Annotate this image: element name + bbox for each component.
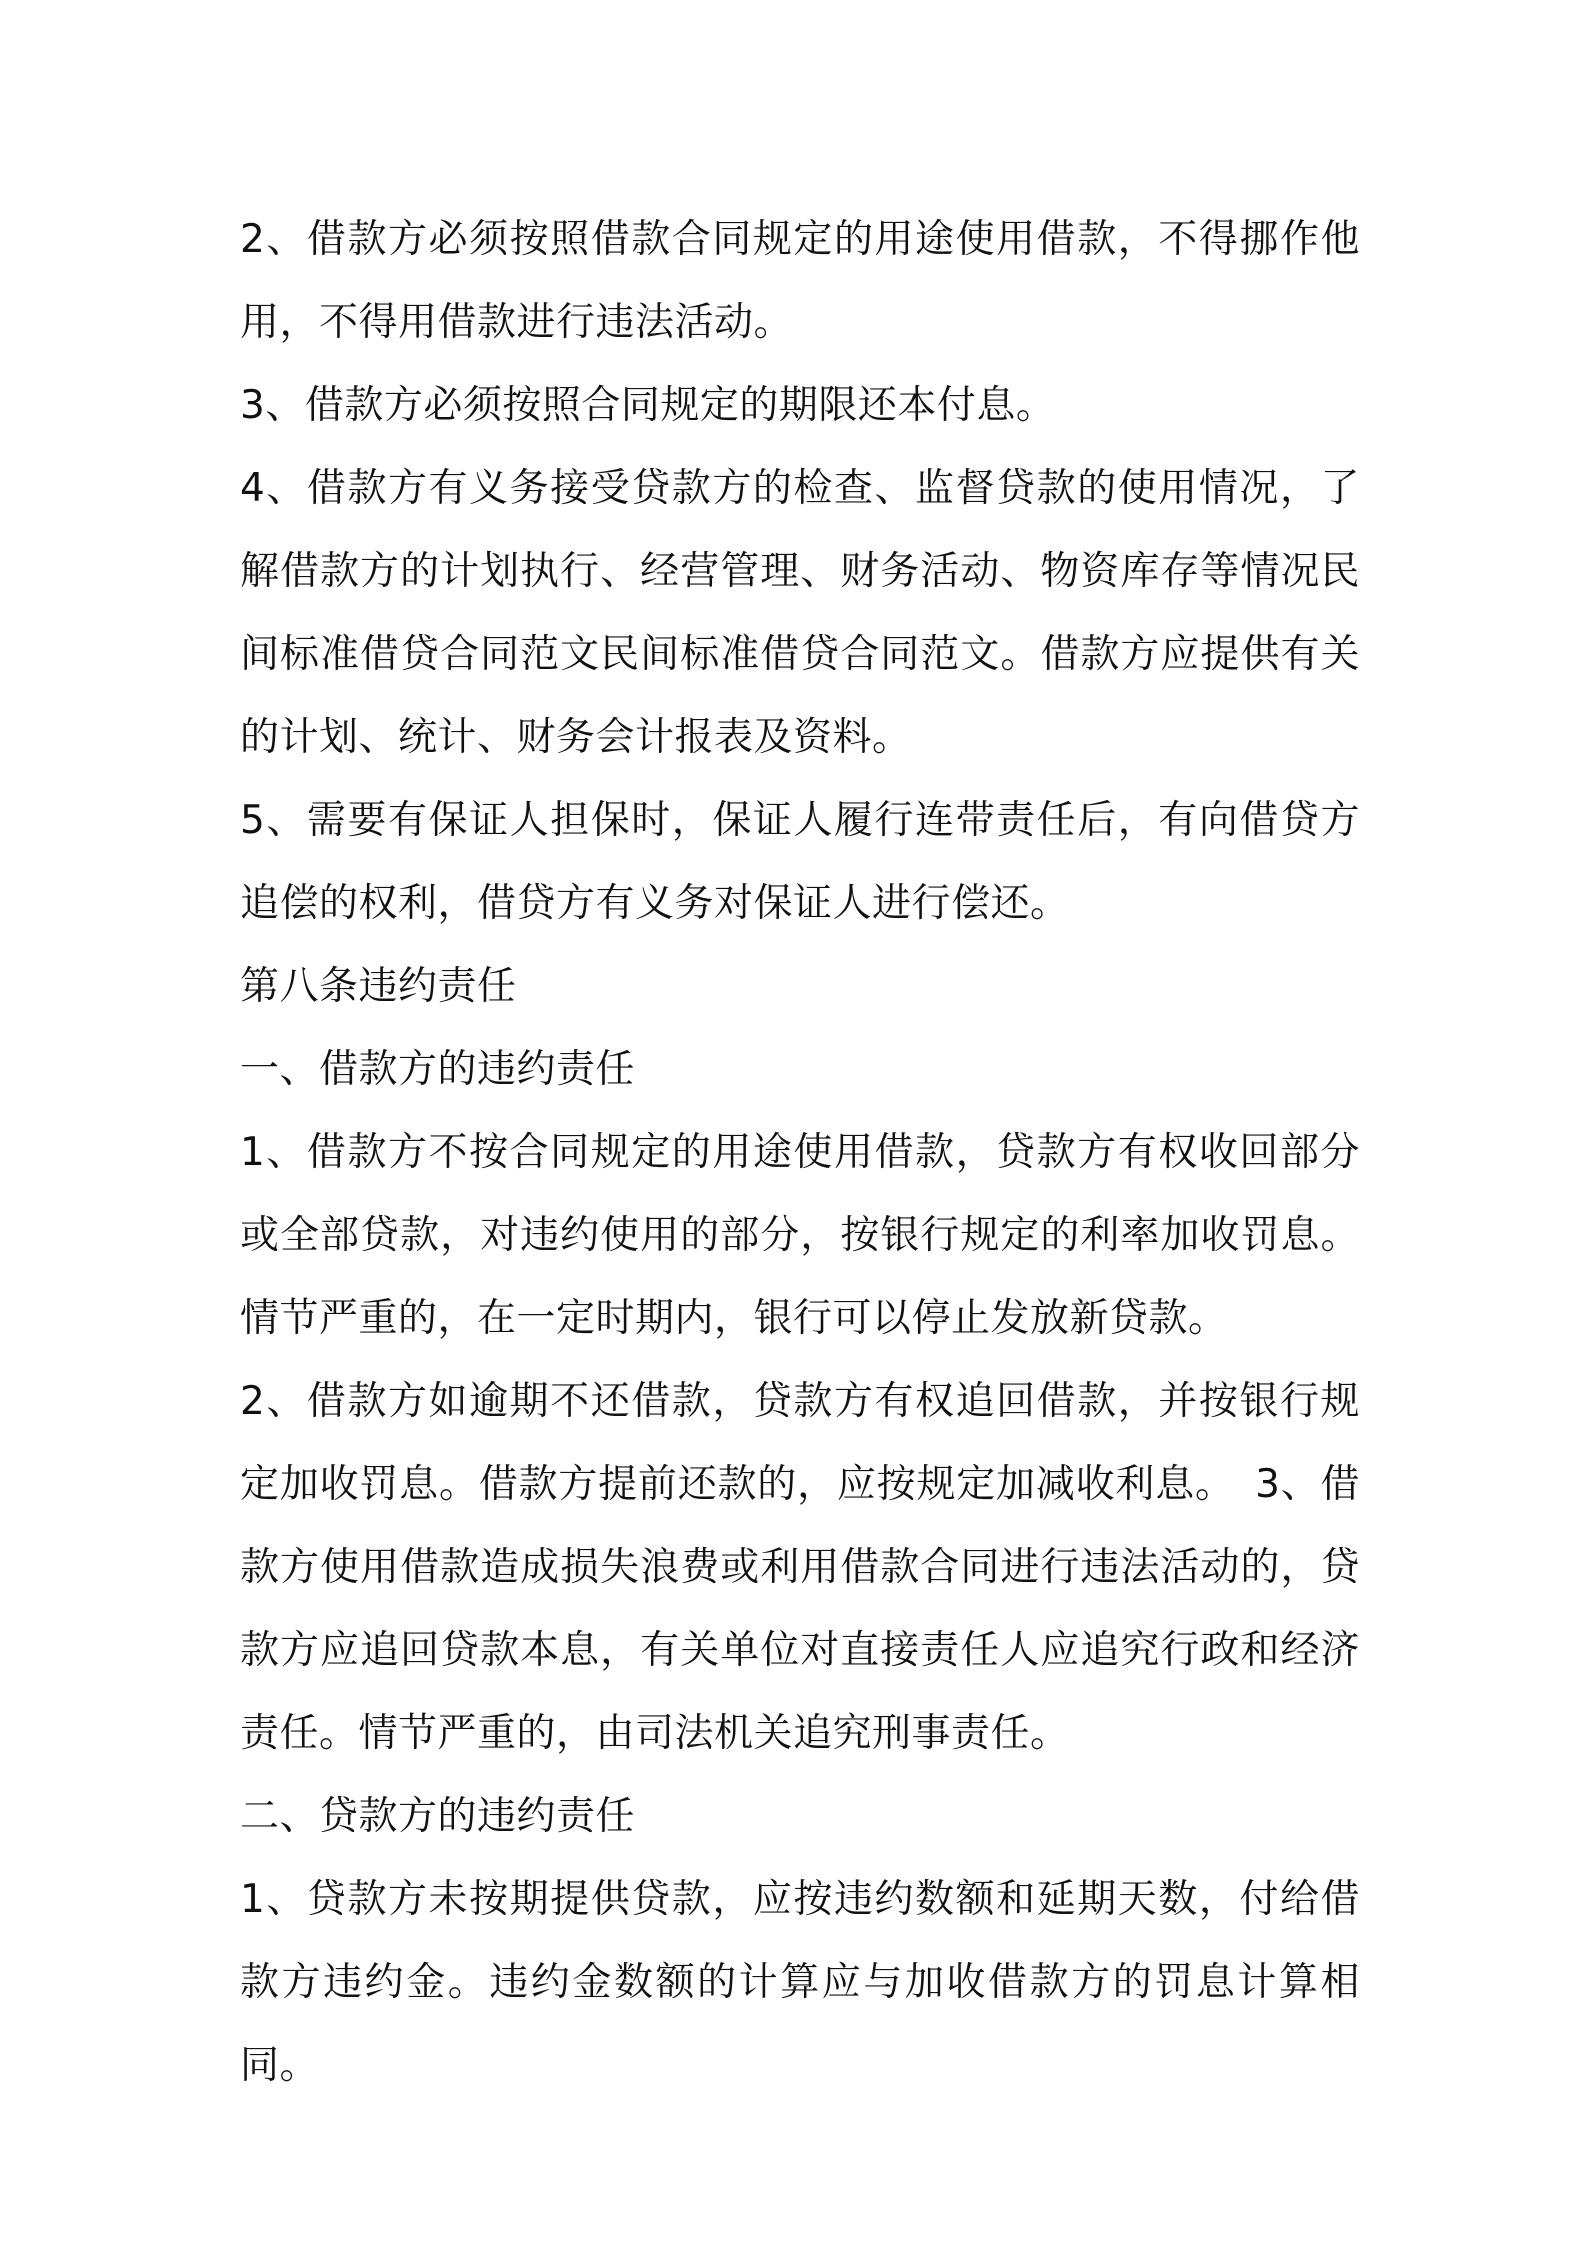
subsection-heading-lender-liability: 二、贷款方的违约责任 bbox=[240, 1794, 636, 1839]
paragraph-clause-5: 5、需要有保证人担保时，保证人履行连带责任后，有向借贷方追偿的权利，借贷方有义务对保证人进行偿还。 bbox=[240, 798, 1360, 926]
paragraph-borrower-liability-1: 1、借款方不按合同规定的用途使用借款，贷款方有权收回部分或全部贷款，对违约使用的部分，按银行规定的利率加收罚息。情节严重的，在一定时期内，银行可以停止发放新贷款。 bbox=[240, 1130, 1360, 1341]
paragraph-lender-liability-1: 1、贷款方未按期提供贷款，应按违约数额和延期天数，付给借款方违约金。违约金数额的计算应与加收借款方的罚息计算相同。 bbox=[240, 1877, 1360, 2088]
section-heading-article-8: 第八条违约责任 bbox=[240, 964, 517, 1009]
paragraph-clause-4: 4、借款方有义务接受贷款方的检查、监督贷款的使用情况，了解借款方的计划执行、经营管理、财务活动、物资库存等情况民间标准借贷合同范文民间标准借贷合同范文。借款方应提供有关的计划、统计、财务会计报表及资料。 bbox=[240, 466, 1360, 760]
document-body bbox=[240, 198, 1360, 2107]
paragraph-clause-3: 3、借款方必须按照合同规定的期限还本付息。 bbox=[240, 383, 1056, 428]
subsection-heading-borrower-liability: 一、借款方的违约责任 bbox=[240, 1047, 636, 1092]
paragraph-borrower-liability-2-3: 2、借款方如逾期不还借款，贷款方有权追回借款，并按银行规定加收罚息。借款方提前还款的，应按规定加减收利息。 3、借款方使用借款造成损失浪费或利用借款合同进行违法活动的，贷款方应追回贷款本息，有关单位对直接责任人应追究行政和经济责任。情节严重的，由司法机关追究刑事责任。 bbox=[240, 1379, 1360, 1756]
paragraph-clause-2: 2、借款方必须按照借款合同规定的用途使用借款，不得挪作他用，不得用借款进行违法活动。 bbox=[240, 217, 1360, 345]
